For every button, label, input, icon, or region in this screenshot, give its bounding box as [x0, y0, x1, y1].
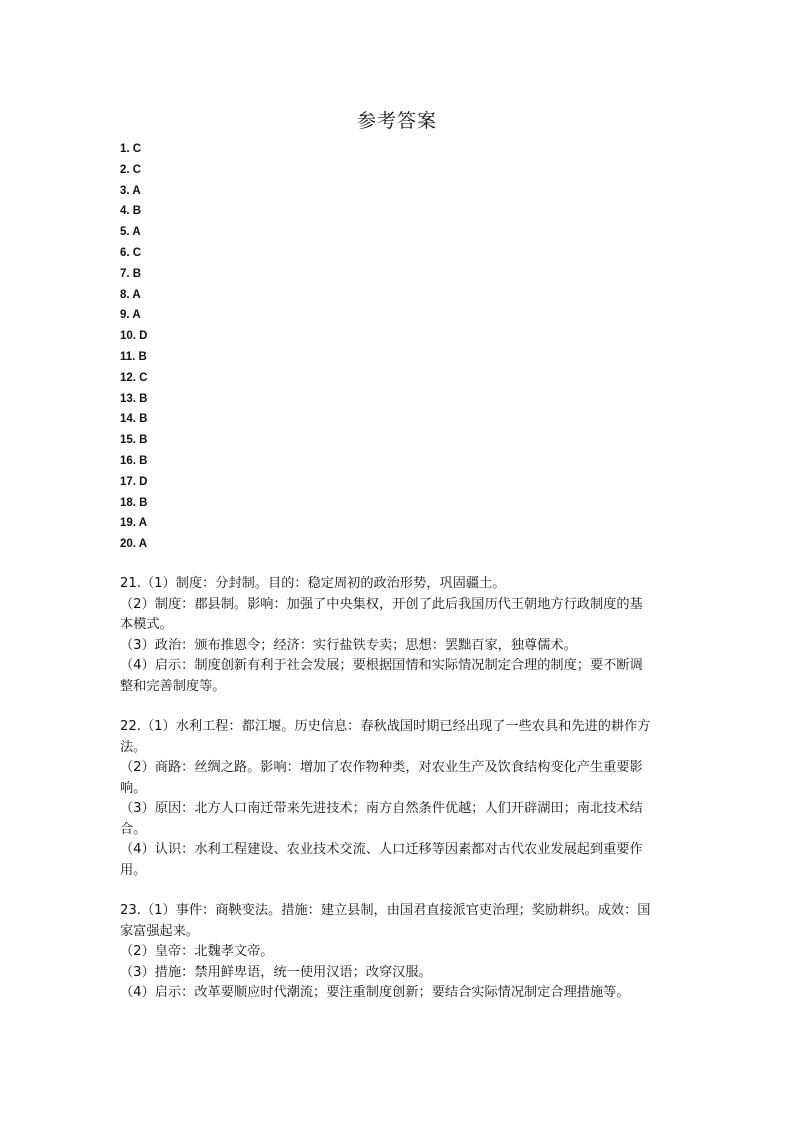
answer-line: （4）启示：改革要顺应时代潮流；要注重制度创新；要结合实际情况制定合理措施等。 — [120, 985, 630, 1000]
answer-line: （4）启示：制度创新有利于社会发展；要根据国情和实际情况制定合理的制度；要不断调 — [120, 658, 643, 673]
mc-answer: 5. A — [120, 226, 141, 239]
mc-answer: 14. B — [120, 413, 148, 426]
mc-answer: 11. B — [120, 350, 147, 363]
answer-line: （2）制度：郡县制。影响：加强了中央集权，开创了此后我国历代王朝地方行政制度的基 — [120, 596, 643, 612]
mc-answer: 12. C — [120, 371, 148, 384]
mc-answer: 4. B — [120, 205, 142, 218]
answer-line: 响。 — [120, 780, 147, 796]
answer-line: 用。 — [120, 862, 147, 878]
mc-answer: 20. A — [120, 538, 148, 551]
mc-answer: 16. B — [120, 454, 148, 467]
page-title: 参考答案 — [356, 110, 437, 132]
answer-line: 法。 — [120, 739, 147, 755]
mc-answer: 19. A — [120, 517, 148, 530]
essay-question-21 — [120, 574, 680, 697]
mc-answer: 8. A — [120, 288, 141, 301]
answer-line: （3）原因：北方人口南迁带来先进技术；南方自然条件优越；人们开辟湖田；南北技术结 — [120, 801, 643, 816]
essay-question-23 — [120, 901, 680, 1004]
answer-line: 家富强起来。 — [120, 923, 200, 939]
essay-question-22 — [120, 717, 680, 881]
mc-answer: 3. A — [120, 184, 141, 197]
essay-answers — [120, 574, 680, 1024]
mc-answer: 15. B — [120, 434, 148, 447]
mc-answer: 13. B — [120, 392, 148, 405]
answer-line: 23.（1）事件：商鞅变法。措施：建立县制，由国君直接派官吏治理；奖励耕织。成效：国 — [120, 903, 651, 918]
mc-answer: 10. D — [120, 330, 148, 343]
answer-line: （4）认识：水利工程建设、农业技术交流、人口迁移等因素都对古代农业发展起到重要作 — [120, 842, 643, 857]
answer-line: 22.（1）水利工程：都江堰。历史信息：春秋战国时期已经出现了一些农具和先进的耕作方 — [120, 719, 651, 734]
answer-line: 合。 — [120, 821, 147, 837]
mc-answer: 9. A — [120, 309, 141, 322]
answer-line: 整和完善制度等。 — [120, 678, 226, 694]
answer-line: 本模式。 — [120, 617, 173, 632]
mc-answer: 18. B — [120, 496, 148, 509]
mc-answer: 17. D — [120, 475, 148, 488]
multiple-choice-answers — [120, 139, 148, 555]
mc-answer: 2. C — [120, 163, 142, 176]
mc-answer: 7. B — [120, 267, 142, 280]
answer-line: （3）政治：颁布推恩令；经济：实行盐铁专卖；思想：罢黜百家，独尊儒术。 — [120, 637, 577, 653]
answer-line: （2）商路：丝绸之路。影响：增加了农作物种类，对农业生产及饮食结构变化产生重要影 — [120, 760, 643, 775]
answer-line: （3）措施：禁用鲜卑语，统一使用汉语；改穿汉服。 — [120, 964, 432, 980]
answer-line: （2）皇帝：北魏孝文帝。 — [120, 944, 274, 959]
mc-answer: 6. C — [120, 246, 142, 259]
answer-line: 21.（1）制度：分封制。目的：稳定周初的政治形势，巩固疆土。 — [120, 576, 506, 591]
mc-answer: 1. C — [120, 143, 142, 155]
